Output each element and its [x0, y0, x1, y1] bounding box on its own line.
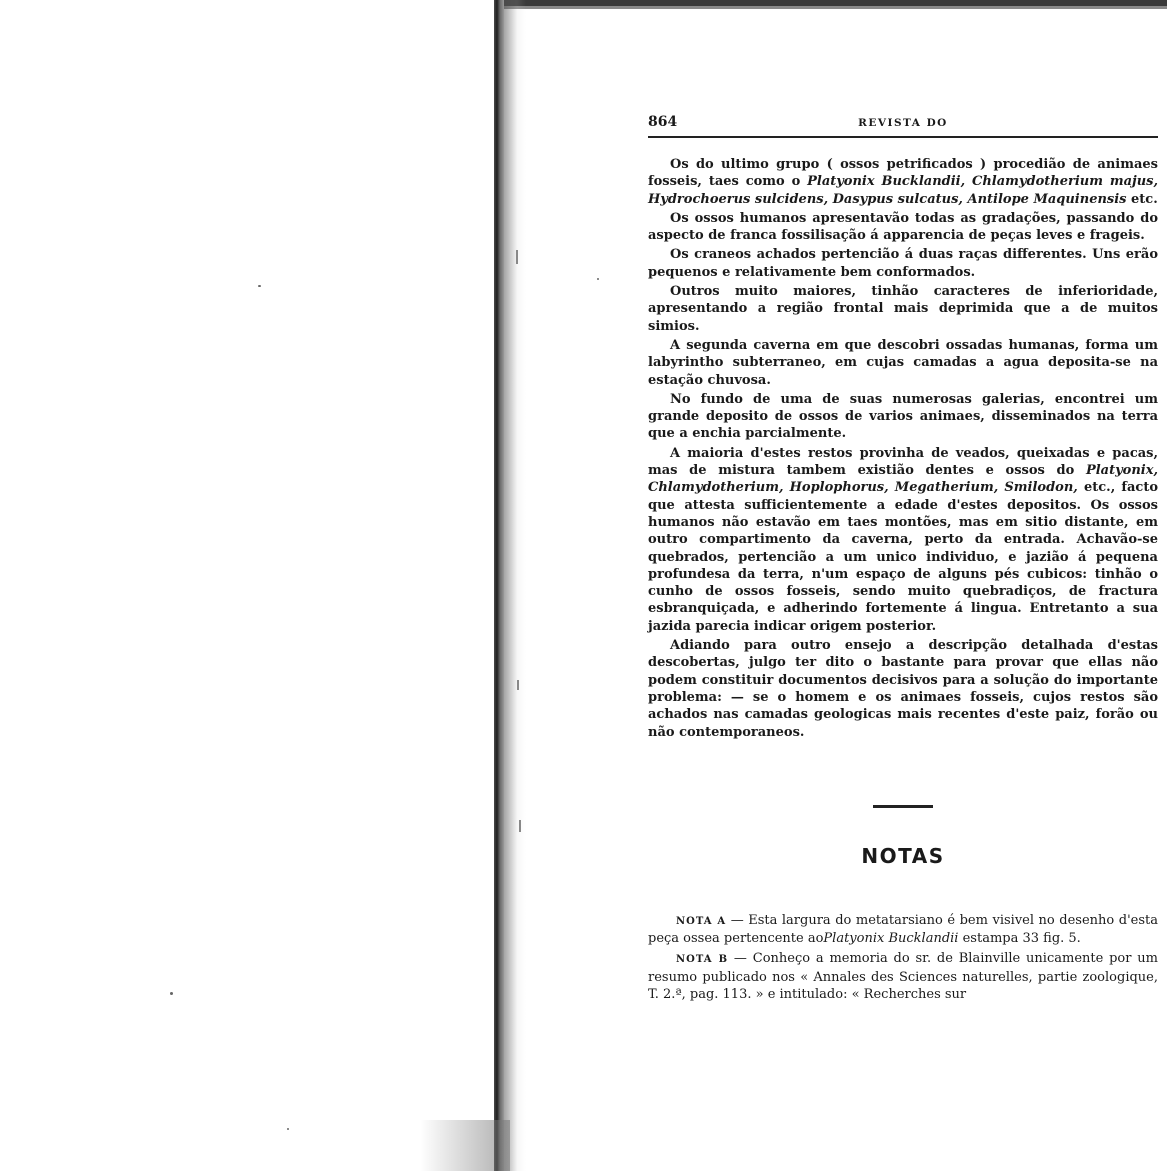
page-top-edge-shadow: [500, 6, 1167, 9]
note-item: NOTA B — Conheço a memoria do sr. de Blainville unicamente por um resumo publicado nos « Annales des Sciences naturelles, partie zoologique, T. 2.ª, pag. 113. » e intitulado: « Recherches sur: [648, 951, 1158, 1002]
scan-speck: [597, 278, 599, 280]
body-paragraph: Os craneos achados pertencião á duas raças differentes. Uns erão pequenos e relativamente bem conformados.: [648, 247, 1158, 280]
body-paragraph: A segunda caverna em que descobri ossadas humanas, forma um labyrintho subterraneo, em cujas camadas a agua deposita-se na estação chuvosa.: [648, 337, 1158, 388]
book-spine: [494, 0, 504, 1171]
notes-heading: NOTAS: [861, 843, 945, 868]
note-label: NOTA A: [676, 915, 727, 927]
running-title: REVISTA DO: [858, 117, 948, 129]
note-item: NOTA A — Esta largura do metatarsiano é bem visivel no desenho d'esta peça ossea pertencente aoPlatyonix Bucklandii estampa 33 fig. 5.: [648, 912, 1158, 947]
spine-bottom-shadow: [420, 1120, 510, 1171]
body-paragraph: No fundo de uma de suas numerosas galerias, encontrei um grande deposito de ossos de varios animaes, disseminados na terra que a enchia parcialmente.: [648, 391, 1158, 442]
blank-left-page: [0, 0, 500, 1171]
spine-shadow: [504, 0, 526, 1171]
body-paragraph: Os ossos humanos apresentavão todas as gradações, passando do aspecto de franca fossilisação á apparencia de peças leves e frageis.: [648, 210, 1158, 244]
section-divider: [873, 805, 933, 808]
body-paragraph: Adiando para outro ensejo a descripção detalhada d'estas descobertas, julgo ter dito o bastante para provar que ellas não podem constituir documentos decisivos para a solução do importante problema: — se o homem e os animaes fosseis, cujos restos são achados nas camadas geologicas mais recentes d'este paiz, forão ou não contemporaneos.: [648, 638, 1158, 740]
page-number: 864: [648, 114, 678, 130]
printed-page: [648, 112, 1158, 1006]
running-head: [648, 112, 1158, 134]
body-paragraph: Outros muito maiores, tinhão caracteres de inferioridade, apresentando a região frontal mais deprimida que a de muitos simios.: [648, 284, 1158, 334]
scan-speck: [258, 285, 261, 287]
body-paragraph: Os do ultimo grupo ( ossos petrificados ) procedião de animaes fosseis, taes como o Platyonix Bucklandii, Chlamydotherium majus, Hydrochoerus sulcidens, Dasypus sulcatus, Antilope Maquinensis etc.: [648, 157, 1158, 207]
note-label: NOTA B: [676, 954, 729, 966]
scan-speck: [287, 1128, 289, 1130]
header-rule: [648, 136, 1158, 138]
body-paragraph: A maioria d'estes restos provinha de veados, queixadas e pacas, mas de mistura tambem existião dentes e ossos do Platyonix, Chlamydotherium, Hoplophorus, Megatherium, Smilodon, etc., facto que attesta sufficientemente a edade d'estes depositos. Os ossos humanos não estavão em taes montões, mas em sitio distante, em outro compartimento da caverna, perto da entrada. Achavão-se quebrados, pertencião a um unico individuo, e jazião á pequena profundesa da terra, n'um espaço de alguns pés cubicos: tinhão o cunho de ossos fosseis, sendo muito quebradiços, de fractura esbranquiçada, e adherindo fortemente á lingua. Entretanto a sua jazida parecia indicar origem posterior.: [648, 445, 1158, 634]
scan-mark: [519, 820, 521, 832]
scan-mark: [516, 250, 518, 264]
scan-speck: [170, 992, 173, 995]
scan-mark: [517, 680, 519, 690]
